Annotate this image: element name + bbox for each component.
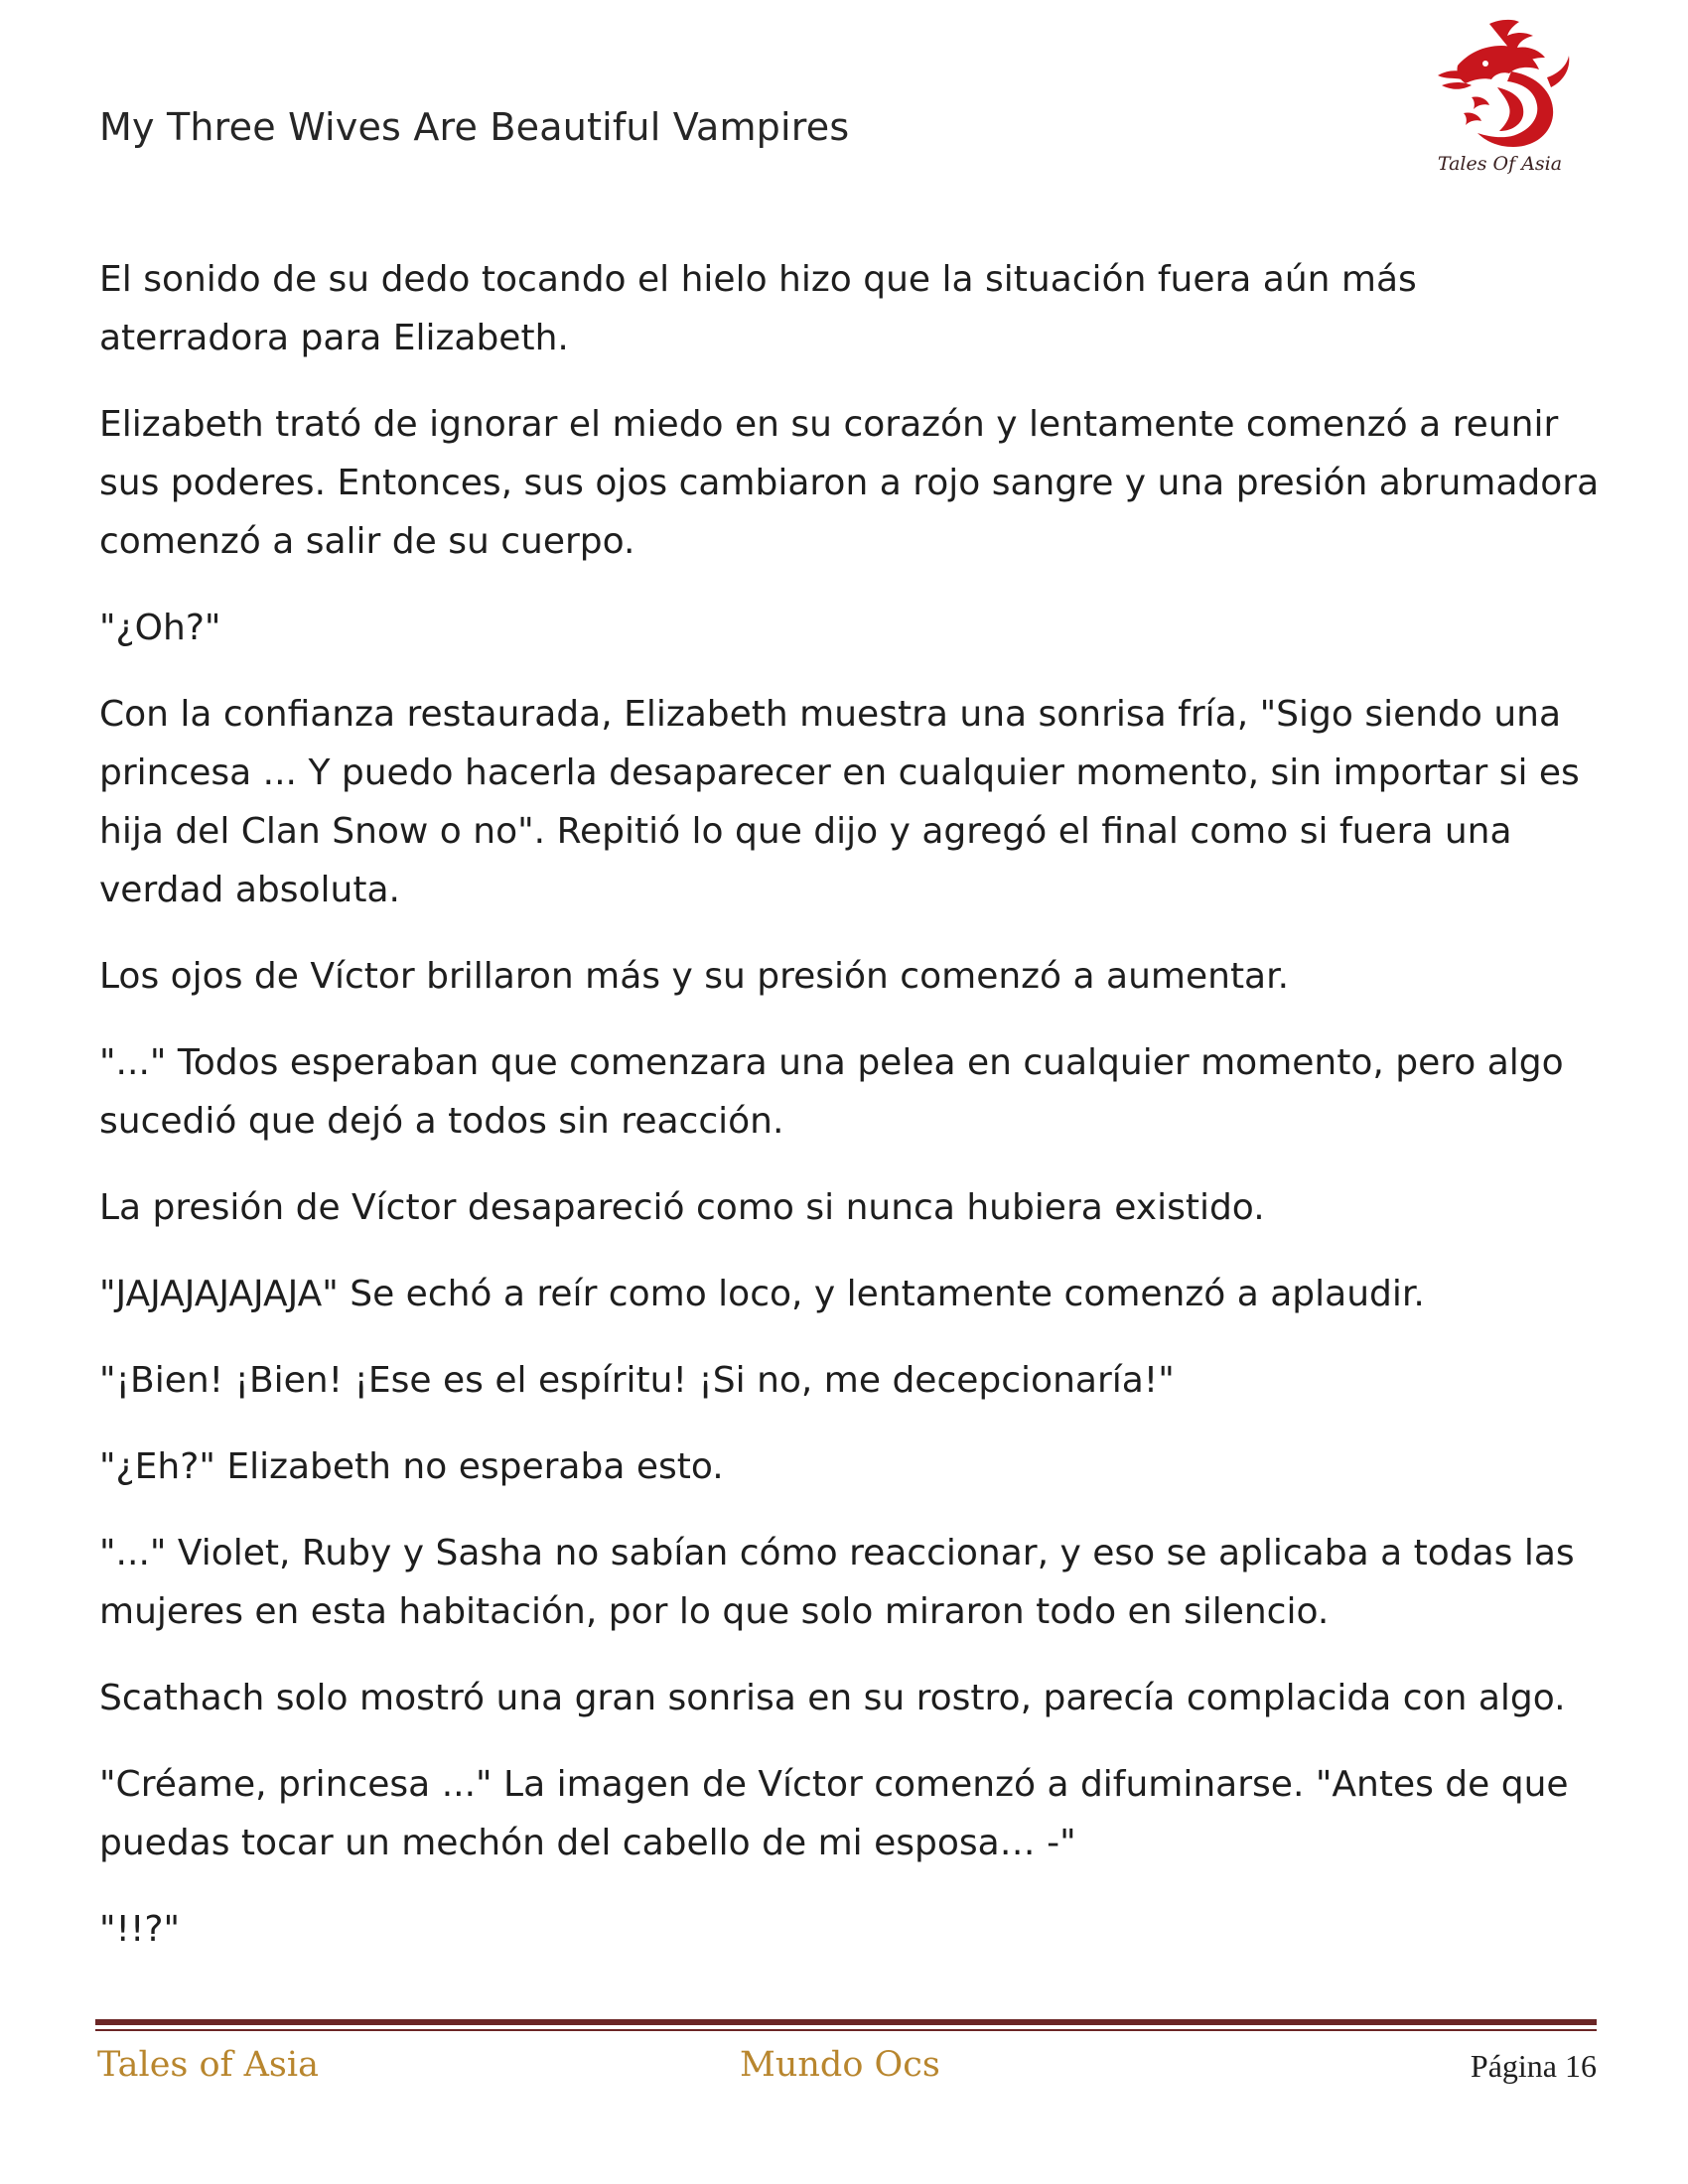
- paragraph: Elizabeth trató de ignorar el miedo en su corazón y lentamente comenzó a reunir sus poderes. Entonces, sus ojos cambiaron a rojo sangre y una presión abrumadora comenzó a salir de su cuerpo.: [99, 404, 1600, 562]
- footer-rule-thin: [95, 2029, 1597, 2031]
- tales-of-asia-logo: [1428, 18, 1572, 182]
- paragraph: "¿Eh?" Elizabeth no esperaba esto.: [99, 1446, 724, 1487]
- paragraph: Los ojos de Víctor brillaron más y su presión comenzó a aumentar.: [99, 956, 1290, 997]
- paragraph: Con la confianza restaurada, Elizabeth muestra una sonrisa fría, "Sigo siendo una princesa ... Y puedo hacerla desaparecer en cualquier momento, sin importar si es hija del Clan Snow o no". Repitió lo que dijo y agregó el final como si fuera una verdad absoluta.: [99, 694, 1580, 910]
- footer-publisher: Tales of Asia: [97, 2045, 319, 2085]
- footer-source: Mundo Ocs: [740, 2045, 940, 2085]
- page-number: Página 16: [1470, 2048, 1597, 2084]
- paragraph: Scathach solo mostró una gran sonrisa en su rostro, parecía complacida con algo.: [99, 1678, 1566, 1718]
- document-title: My Three Wives Are Beautiful Vampires: [99, 105, 850, 149]
- logo-text: Tales Of Asia: [1437, 153, 1563, 175]
- chapter-body: [99, 250, 1609, 1986]
- paragraph: "!!?": [99, 1909, 181, 1950]
- paragraph: "¿Oh?": [99, 608, 221, 648]
- paragraph: El sonido de su dedo tocando el hielo hizo que la situación fuera aún más aterradora para Elizabeth.: [99, 259, 1417, 358]
- paragraph: "Créame, princesa ..." La imagen de Víctor comenzó a difuminarse. "Antes de que puedas tocar un mechón del cabello de mi esposa… -": [99, 1764, 1569, 1863]
- paragraph: "..." Todos esperaban que comenzara una pelea en cualquier momento, pero algo sucedió que dejó a todos sin reacción.: [99, 1042, 1564, 1142]
- paragraph: La presión de Víctor desapareció como si nunca hubiera existido.: [99, 1187, 1265, 1228]
- paragraph: "JAJAJAJAJAJA" Se echó a reír como loco, y lentamente comenzó a aplaudir.: [99, 1274, 1425, 1314]
- red-dragon-icon: [1428, 18, 1572, 157]
- footer-rule-thick: [95, 2019, 1597, 2025]
- paragraph: "¡Bien! ¡Bien! ¡Ese es el espíritu! ¡Si no, me decepcionaría!": [99, 1360, 1175, 1401]
- paragraph: "..." Violet, Ruby y Sasha no sabían cómo reaccionar, y eso se aplicaba a todas las mujeres en esta habitación, por lo que solo miraron todo en silencio.: [99, 1533, 1575, 1632]
